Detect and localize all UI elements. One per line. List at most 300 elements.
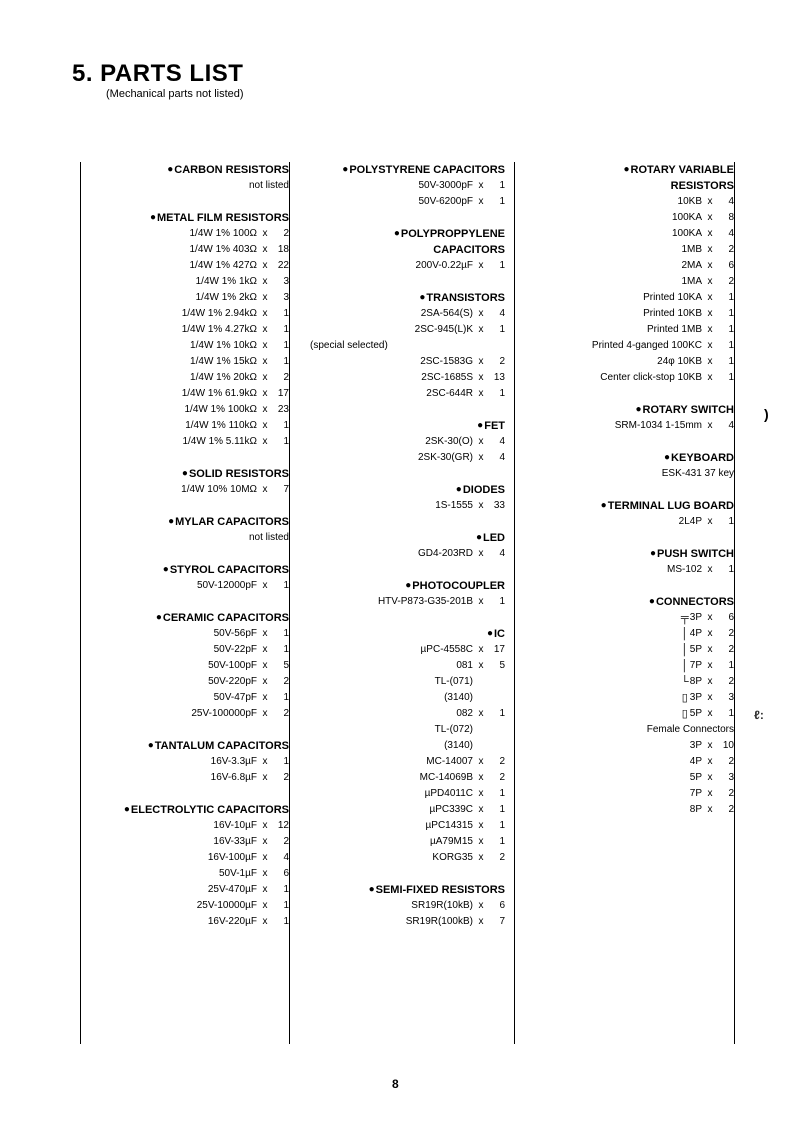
bullet-icon: ●: [168, 516, 175, 527]
part-name: 7P: [689, 788, 702, 799]
part-name: 16V-100µF: [207, 852, 257, 863]
part-quantity: 1: [499, 596, 505, 607]
connector-bracket-icon: │: [681, 628, 689, 640]
spacer: [80, 546, 289, 562]
part-quantity: 22: [277, 260, 289, 271]
part-quantity: 1: [499, 788, 505, 799]
part-row: [310, 834, 505, 850]
times-sign: [473, 722, 489, 738]
part-row: [514, 258, 734, 274]
part-name: 1/4W 10% 10MΩ: [181, 484, 257, 495]
times-sign: x: [262, 340, 268, 351]
times-sign: x: [478, 260, 484, 271]
part-row: [514, 754, 734, 770]
part-quantity: 18: [277, 244, 289, 255]
part-name: 50V-1µF: [218, 868, 257, 879]
part-quantity: 2: [728, 676, 734, 687]
part-quantity: 1: [499, 804, 505, 815]
part-row: [80, 578, 289, 594]
part-row: [514, 738, 734, 754]
spacer: [514, 530, 734, 546]
part-quantity: 1: [728, 292, 734, 303]
part-quantity: 3: [283, 292, 289, 303]
page-title: 5. PARTS LIST: [72, 60, 244, 87]
section-heading-text: PHOTOCOUPLER: [412, 580, 505, 592]
part-quantity: 2: [728, 788, 734, 799]
part-name: 16V-220µF: [207, 916, 257, 927]
parts-column-1: [80, 162, 289, 930]
part-name: 1/4W 1% 110kΩ: [185, 420, 257, 431]
times-sign: x: [707, 564, 713, 575]
part-quantity: 1: [283, 900, 289, 911]
part-name: 10KB: [677, 196, 702, 207]
part-row: [514, 242, 734, 258]
part-quantity: 1: [283, 436, 289, 447]
times-sign: x: [478, 500, 484, 511]
bullet-icon: ●: [147, 740, 154, 751]
part-name: µPC14315: [425, 820, 473, 831]
spacer: [80, 498, 289, 514]
section-heading-text: MYLAR CAPACITORS: [175, 516, 289, 528]
part-quantity: 8: [728, 212, 734, 223]
times-sign: x: [707, 644, 713, 655]
part-row: [80, 370, 289, 386]
margin-mark: ℓ:: [754, 708, 764, 722]
section-heading: [80, 802, 289, 818]
part-row: [310, 818, 505, 834]
part-row: [514, 802, 734, 818]
section-heading-continued: [514, 178, 734, 194]
part-name: 1/4W 1% 403Ω: [189, 244, 257, 255]
spacer: [514, 434, 734, 450]
part-row: [80, 754, 289, 770]
part-quantity: 3: [728, 772, 734, 783]
part-row: [514, 786, 734, 802]
bullet-icon: ●: [419, 292, 426, 303]
section-heading-text: CAPACITORS: [433, 244, 505, 256]
bullet-icon: ●: [167, 164, 174, 175]
part-row: [80, 914, 289, 930]
part-quantity: 1: [728, 324, 734, 335]
part-quantity: [489, 674, 505, 690]
section-heading: [310, 882, 505, 898]
part-name: 8P: [689, 676, 702, 687]
times-sign: x: [478, 452, 484, 463]
section-heading-text: TANTALUM CAPACITORS: [154, 740, 289, 752]
times-sign: x: [262, 676, 268, 687]
part-quantity: 2: [283, 708, 289, 719]
part-quantity: 7: [283, 484, 289, 495]
part-row: [80, 882, 289, 898]
part-row: [514, 338, 734, 354]
column-rule-right: [734, 162, 735, 1044]
part-name: 3P: [689, 612, 702, 623]
part-quantity: 17: [277, 388, 289, 399]
part-row: [80, 386, 289, 402]
part-row: [514, 626, 734, 642]
times-sign: x: [478, 372, 484, 383]
part-name: 4P: [689, 756, 702, 767]
bullet-icon: ●: [162, 564, 169, 575]
section-heading: [310, 226, 505, 242]
part-quantity: 1: [499, 388, 505, 399]
section-heading-text: CONNECTORS: [655, 596, 734, 608]
spacer: [514, 578, 734, 594]
part-name: SR19R(100kB): [405, 916, 473, 927]
part-quantity: 2: [283, 772, 289, 783]
times-sign: x: [262, 484, 268, 495]
part-quantity: 4: [499, 308, 505, 319]
spacer: [80, 786, 289, 802]
part-name: 1/4W 1% 100Ω: [189, 228, 257, 239]
part-row: [80, 658, 289, 674]
part-row: [310, 386, 505, 402]
times-sign: [473, 738, 489, 754]
times-sign: x: [707, 340, 713, 351]
spacer: [80, 594, 289, 610]
part-note-text: (special selected): [310, 340, 388, 351]
part-quantity: 6: [728, 260, 734, 271]
part-row: [80, 322, 289, 338]
times-sign: x: [262, 308, 268, 319]
section-heading: [80, 466, 289, 482]
times-sign: x: [707, 676, 713, 687]
times-sign: x: [262, 660, 268, 671]
part-quantity: 1: [499, 836, 505, 847]
part-name: 5P: [689, 708, 702, 719]
part-name: 3P: [689, 740, 702, 751]
part-name: 50V-100pF: [208, 660, 257, 671]
part-row: [80, 402, 289, 418]
section-heading-text: POLYPROPPYLENE: [400, 228, 505, 240]
part-quantity: 33: [493, 500, 505, 511]
spacer: [310, 514, 505, 530]
bullet-icon: ●: [123, 804, 130, 815]
bullet-icon: ●: [635, 404, 642, 415]
section-heading-text: TERMINAL LUG BOARD: [607, 500, 734, 512]
part-name: 200V-0.22µF: [415, 260, 473, 271]
section-heading-text: SEMI-FIXED RESISTORS: [375, 884, 505, 896]
section-heading: [310, 626, 505, 642]
part-name: 1/4W 1% 100kΩ: [184, 404, 257, 415]
bullet-icon: ●: [600, 500, 607, 511]
connector-bracket-icon: │: [681, 644, 689, 656]
part-name: µA79M15: [429, 836, 473, 847]
section-heading-text: KEYBOARD: [671, 452, 734, 464]
connector-bracket-icon: ▯: [681, 692, 688, 704]
part-name: 5P: [689, 644, 702, 655]
bullet-icon: ●: [393, 228, 400, 239]
spacer: [310, 402, 505, 418]
part-quantity: 2: [728, 244, 734, 255]
part-row: [80, 770, 289, 786]
part-note: [310, 338, 505, 354]
part-row: [310, 674, 505, 690]
part-name: 1/4W 1% 2kΩ: [195, 292, 257, 303]
part-name: Printed 10KA: [643, 292, 702, 303]
part-quantity: 13: [493, 372, 505, 383]
bullet-icon: ●: [455, 484, 462, 495]
times-sign: x: [707, 308, 713, 319]
part-row: [80, 818, 289, 834]
times-sign: x: [262, 420, 268, 431]
part-name: 2SC-1583G: [420, 356, 473, 367]
part-name: 082: [456, 708, 473, 719]
times-sign: x: [478, 356, 484, 367]
part-row: [80, 834, 289, 850]
part-row: [80, 690, 289, 706]
times-sign: x: [262, 436, 268, 447]
times-sign: x: [478, 772, 484, 783]
part-row: [514, 690, 734, 706]
part-row: [80, 258, 289, 274]
times-sign: x: [262, 404, 268, 415]
times-sign: x: [262, 900, 268, 911]
times-sign: x: [262, 628, 268, 639]
times-sign: x: [707, 692, 713, 703]
part-quantity: 2: [728, 644, 734, 655]
times-sign: x: [262, 372, 268, 383]
part-row: [310, 434, 505, 450]
part-note-text: Female Connectors: [646, 724, 734, 735]
part-quantity: 1: [283, 356, 289, 367]
part-row: [514, 610, 734, 626]
part-row: [80, 706, 289, 722]
times-sign: x: [478, 660, 484, 671]
times-sign: x: [707, 708, 713, 719]
bullet-icon: ●: [405, 580, 412, 591]
part-name: 1MA: [681, 276, 702, 287]
part-row: [310, 722, 505, 738]
part-quantity: 2: [728, 756, 734, 767]
part-row: [514, 658, 734, 674]
part-row: [310, 658, 505, 674]
part-row: [514, 354, 734, 370]
part-quantity: 4: [728, 228, 734, 239]
part-quantity: 2: [283, 676, 289, 687]
spacer: [514, 386, 734, 402]
part-quantity: 5: [283, 660, 289, 671]
spacer: [310, 562, 505, 578]
spacer: [310, 274, 505, 290]
section-heading: [514, 498, 734, 514]
part-row: [80, 642, 289, 658]
part-quantity: 1: [283, 308, 289, 319]
times-sign: x: [707, 788, 713, 799]
part-name: TL-(072): [434, 724, 473, 735]
times-sign: x: [262, 356, 268, 367]
section-heading: [310, 290, 505, 306]
part-name: 2SC-1685S: [421, 372, 473, 383]
part-row: [514, 210, 734, 226]
section-heading-text: ROTARY VARIABLE: [630, 164, 734, 176]
part-quantity: 4: [728, 420, 734, 431]
part-name: 50V-6200pF: [418, 196, 473, 207]
part-row: [514, 194, 734, 210]
part-row: [80, 290, 289, 306]
part-row: [80, 242, 289, 258]
part-row: [310, 354, 505, 370]
section-heading: [310, 578, 505, 594]
part-quantity: 7: [499, 916, 505, 927]
times-sign: x: [707, 244, 713, 255]
part-name: MC-14069B: [419, 772, 473, 783]
times-sign: x: [262, 868, 268, 879]
part-quantity: [489, 690, 505, 706]
part-name: (3140): [444, 740, 473, 751]
part-quantity: 1: [728, 340, 734, 351]
part-name: 2MA: [681, 260, 702, 271]
part-name: µPC-4558C: [420, 644, 473, 655]
part-quantity: 1: [283, 916, 289, 927]
part-quantity: 1: [499, 324, 505, 335]
section-heading-text: RESISTORS: [670, 180, 734, 192]
bullet-icon: ●: [155, 612, 162, 623]
part-quantity: 1: [728, 516, 734, 527]
part-name: HTV-P873-G35-201B: [377, 596, 473, 607]
section-heading-text: ROTARY SWITCH: [642, 404, 734, 416]
part-row: [310, 498, 505, 514]
part-quantity: 1: [728, 660, 734, 671]
part-quantity: 1: [728, 708, 734, 719]
times-sign: x: [707, 628, 713, 639]
part-row: [310, 770, 505, 786]
section-heading-text: TRANSISTORS: [426, 292, 505, 304]
part-row: [310, 690, 505, 706]
part-quantity: 1: [283, 340, 289, 351]
section-heading: [310, 418, 505, 434]
bullet-icon: ●: [342, 164, 349, 175]
part-note: [80, 530, 289, 546]
section-heading-text: PUSH SWITCH: [657, 548, 734, 560]
times-sign: x: [707, 516, 713, 527]
spacer: [514, 482, 734, 498]
part-name: 1/4W 1% 1kΩ: [195, 276, 257, 287]
page-subtitle: (Mechanical parts not listed): [106, 88, 244, 100]
part-name: 50V-22pF: [213, 644, 257, 655]
times-sign: x: [262, 324, 268, 335]
part-name: 16V-33µF: [213, 836, 257, 847]
part-quantity: 2: [728, 628, 734, 639]
section-heading: [310, 162, 505, 178]
section-heading: [514, 450, 734, 466]
times-sign: [473, 690, 489, 706]
part-note-text: not listed: [248, 532, 289, 543]
part-quantity: 1: [499, 820, 505, 831]
part-name: 50V-56pF: [213, 628, 257, 639]
part-note: [80, 178, 289, 194]
part-quantity: 3: [728, 692, 734, 703]
part-name: (3140): [444, 692, 473, 703]
section-heading: [514, 546, 734, 562]
spacer: [310, 210, 505, 226]
part-row: [514, 770, 734, 786]
part-row: [80, 674, 289, 690]
times-sign: x: [478, 852, 484, 863]
part-quantity: 10: [722, 740, 734, 751]
section-heading-text: IC: [494, 628, 505, 640]
connector-bracket-icon: └: [680, 676, 689, 688]
part-name: Printed 10KB: [643, 308, 702, 319]
times-sign: x: [262, 276, 268, 287]
times-sign: x: [478, 596, 484, 607]
part-quantity: 1: [283, 420, 289, 431]
part-quantity: 2: [728, 276, 734, 287]
spacer: [80, 194, 289, 210]
part-name: 2SC-945(L)K: [414, 324, 473, 335]
times-sign: x: [262, 388, 268, 399]
part-name: Printed 4-ganged 100KC: [591, 340, 702, 351]
margin-mark: ): [764, 406, 769, 422]
part-quantity: 4: [499, 452, 505, 463]
part-name: 16V-10µF: [213, 820, 257, 831]
part-quantity: 4: [283, 852, 289, 863]
part-quantity: 6: [728, 612, 734, 623]
part-row: [310, 178, 505, 194]
times-sign: x: [478, 788, 484, 799]
part-quantity: 4: [728, 196, 734, 207]
times-sign: x: [262, 644, 268, 655]
times-sign: x: [262, 820, 268, 831]
part-row: [310, 306, 505, 322]
times-sign: x: [707, 324, 713, 335]
part-quantity: 1: [283, 580, 289, 591]
part-row: [80, 482, 289, 498]
bullet-icon: ●: [475, 532, 482, 543]
part-name: 25V-10000µF: [196, 900, 257, 911]
times-sign: x: [707, 804, 713, 815]
part-row: [514, 706, 734, 722]
parts-column-3: [514, 162, 734, 818]
part-name: 1/4W 1% 4.27kΩ: [181, 324, 257, 335]
times-sign: x: [262, 884, 268, 895]
section-heading: [80, 562, 289, 578]
part-name: µPD4011C: [424, 788, 473, 799]
section-heading-text: ELECTROLYTIC CAPACITORS: [130, 804, 289, 816]
part-quantity: 3: [283, 276, 289, 287]
bullet-icon: ●: [623, 164, 630, 175]
part-name: SR19R(10kB): [411, 900, 473, 911]
connector-bracket-icon: ▯: [681, 708, 688, 720]
section-heading-text: FET: [484, 420, 505, 432]
times-sign: x: [262, 228, 268, 239]
part-name: 2SA-564(S): [420, 308, 473, 319]
part-note-text: not listed: [248, 180, 289, 191]
parts-column-2: [310, 162, 505, 930]
part-name: Printed 1MB: [646, 324, 702, 335]
part-quantity: 23: [277, 404, 289, 415]
part-name: 1/4W 1% 61.9kΩ: [181, 388, 257, 399]
part-quantity: 2: [499, 772, 505, 783]
bullet-icon: ●: [477, 420, 484, 431]
part-name: 8P: [689, 804, 702, 815]
part-quantity: 2: [499, 756, 505, 767]
part-row: [514, 514, 734, 530]
times-sign: x: [478, 196, 484, 207]
part-row: [310, 850, 505, 866]
part-row: [514, 322, 734, 338]
times-sign: x: [478, 644, 484, 655]
part-quantity: 1: [728, 356, 734, 367]
times-sign: x: [707, 372, 713, 383]
part-quantity: 1: [283, 628, 289, 639]
connector-bracket-icon: │: [681, 660, 689, 672]
section-heading-text: LED: [483, 532, 505, 544]
part-row: [80, 226, 289, 242]
part-row: [80, 274, 289, 290]
part-row: [310, 370, 505, 386]
part-row: [514, 370, 734, 386]
